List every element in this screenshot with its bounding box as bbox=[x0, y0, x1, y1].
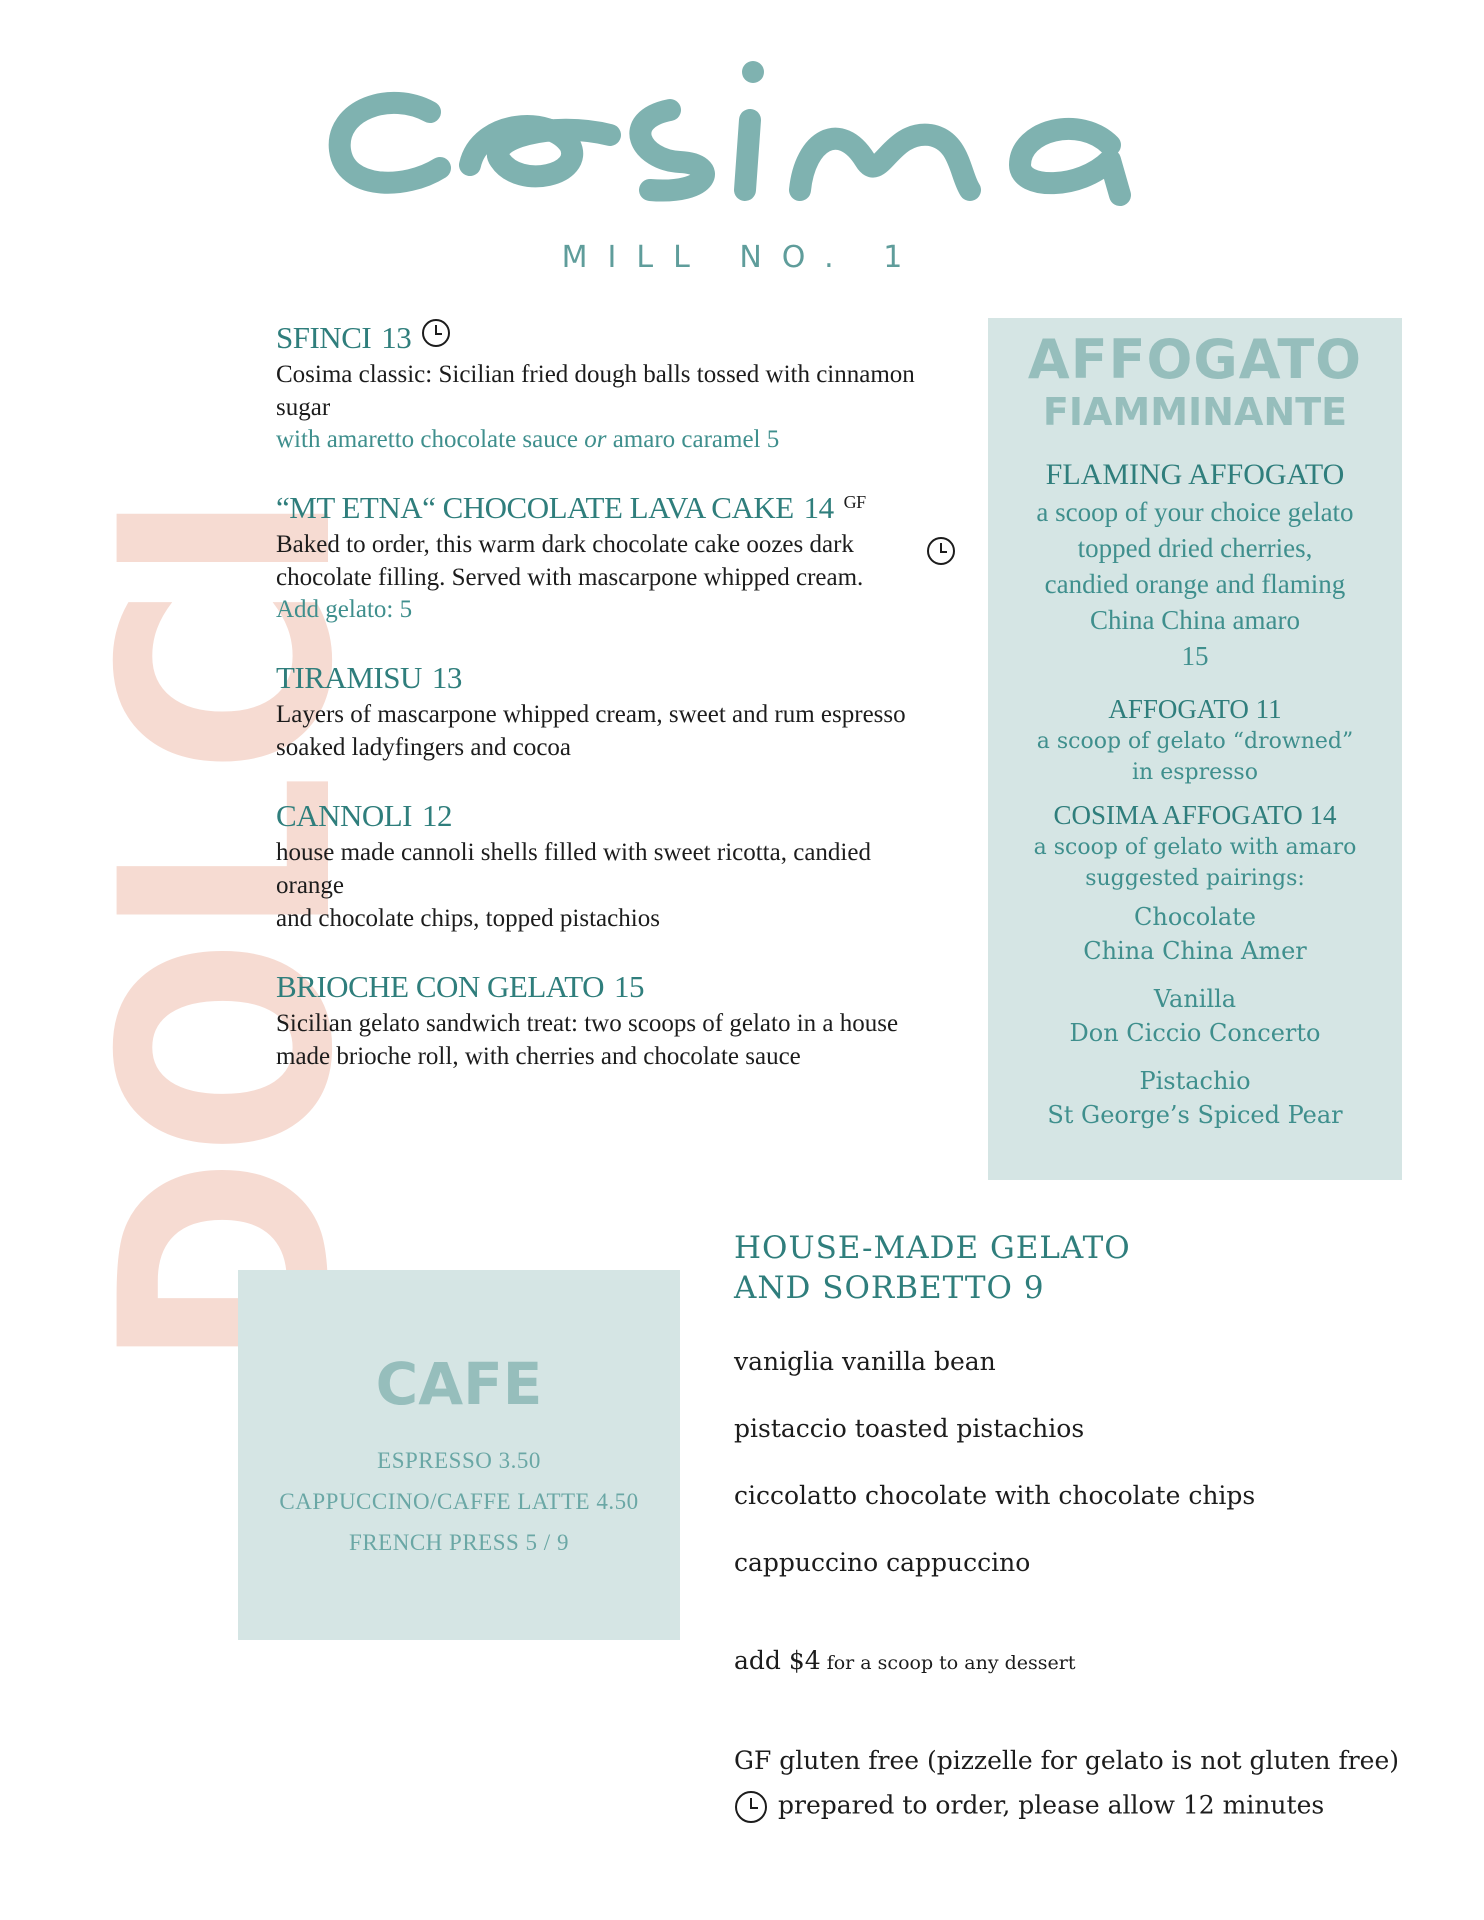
cafe-item: CAPPUCCINO/CAFFE LATTE 4.50 bbox=[279, 1489, 639, 1514]
menu-item-sfinci bbox=[276, 318, 966, 456]
menu-item-lava-cake bbox=[276, 488, 966, 626]
affogato-subheading: FIAMMINANTE bbox=[1042, 390, 1348, 434]
gelato-flavor: cappuccino cappuccino bbox=[734, 1548, 1031, 1577]
flaming-affogato: FLAMING AFFOGATO a scoop of your choice gelato topped dried cherries, candied orange and flaming China China amaro 15 bbox=[1036, 458, 1354, 671]
item-price: 13 bbox=[381, 320, 412, 355]
item-description-line: chocolate filling. Served with mascarpone whipped cream. bbox=[276, 564, 864, 591]
item-description: Cosima classic: Sicilian fried dough balls tossed with cinnamon sugar bbox=[276, 361, 915, 421]
pairing-chocolate: Chocolate China China Amer bbox=[1083, 903, 1307, 965]
pairing-vanilla: Vanilla Don Ciccio Concerto bbox=[1069, 985, 1321, 1047]
cafe-panel bbox=[238, 1270, 680, 1640]
item-title: BRIOCHE CON GELATO bbox=[276, 969, 604, 1004]
add-scoop-note: add $4 for a scoop to any dessert bbox=[734, 1646, 1076, 1675]
item-title: SFINCI bbox=[276, 320, 372, 355]
gelato-heading-line: AND SORBETTO 9 bbox=[734, 1270, 1045, 1306]
clock-icon bbox=[734, 1790, 768, 1824]
gluten-free-note: GF gluten free (pizzelle for gelato is not gluten free) bbox=[734, 1746, 1400, 1775]
item-description-line: house made cannoli shells filled with sweet ricotta, candied bbox=[276, 839, 871, 866]
item-title: “MT ETNA“ CHOCOLATE LAVA CAKE bbox=[276, 490, 794, 525]
classic-affogato: AFFOGATO 11 a scoop of gelato “drowned” in espresso bbox=[1036, 694, 1354, 785]
item-extra: with amaretto chocolate sauce or amaro caramel 5 bbox=[276, 426, 780, 453]
item-price: 13 bbox=[431, 660, 462, 695]
menu-item-tiramisu bbox=[276, 658, 966, 764]
gf-tag: GF bbox=[843, 492, 866, 512]
pairing-pistachio: Pistachio St George’s Spiced Pear bbox=[1047, 1067, 1343, 1129]
cafe-item: ESPRESSO 3.50 bbox=[377, 1448, 541, 1473]
item-description-line: Layers of mascarpone whipped cream, sweet and rum espresso bbox=[276, 701, 906, 728]
clock-icon bbox=[926, 536, 956, 566]
item-title: TIRAMISU bbox=[276, 660, 422, 695]
item-description-line: Sicilian gelato sandwich treat: two scoops of gelato in a house bbox=[276, 1010, 899, 1037]
location-subtitle: MILL NO. 1 bbox=[561, 240, 923, 275]
gelato-heading-line: HOUSE-MADE GELATO bbox=[734, 1230, 1131, 1266]
item-price: 15 bbox=[614, 969, 644, 1004]
gelato-section bbox=[734, 1228, 1414, 1828]
menu-item-cannoli bbox=[276, 796, 966, 935]
item-description-line: and chocolate chips, topped pistachios bbox=[276, 905, 660, 932]
prepared-to-order-note: prepared to order, please allow 12 minutes bbox=[734, 1790, 1324, 1824]
item-description-line: soaked ladyfingers and cocoa bbox=[276, 734, 572, 761]
item-price: 14 bbox=[803, 490, 834, 525]
item-description-line: Baked to order, this warm dark chocolate cake oozes dark bbox=[276, 531, 854, 558]
dolci-text: DOLC bbox=[110, 490, 350, 1370]
gelato-flavor: vaniglia vanilla bean bbox=[734, 1347, 996, 1376]
cafe-heading: CAFE bbox=[375, 1350, 543, 1418]
item-extra: Add gelato: 5 bbox=[276, 596, 413, 623]
affogato-panel bbox=[988, 318, 1402, 1180]
cosima-script-logo bbox=[320, 50, 1180, 210]
item-description-line: made brioche roll, with cherries and chocolate sauce bbox=[276, 1043, 801, 1070]
gelato-flavor: ciccolatto chocolate with chocolate chips bbox=[734, 1481, 1256, 1510]
menu-item-brioche bbox=[276, 967, 966, 1073]
item-price: 12 bbox=[422, 798, 452, 833]
affogato-heading: AFFOGATO bbox=[1027, 328, 1363, 391]
cafe-item: FRENCH PRESS 5 / 9 bbox=[349, 1530, 569, 1555]
dolci-items bbox=[276, 318, 966, 1105]
clock-icon bbox=[421, 318, 451, 348]
item-description-line: orange bbox=[276, 872, 345, 899]
gelato-flavor: pistaccio toasted pistachios bbox=[734, 1414, 1085, 1443]
cosima-affogato: COSIMA AFFOGATO 14 a scoop of gelato with amaro suggested pairings: bbox=[1033, 800, 1357, 891]
cosima-logo bbox=[320, 50, 1180, 210]
item-title: CANNOLI bbox=[276, 798, 412, 833]
